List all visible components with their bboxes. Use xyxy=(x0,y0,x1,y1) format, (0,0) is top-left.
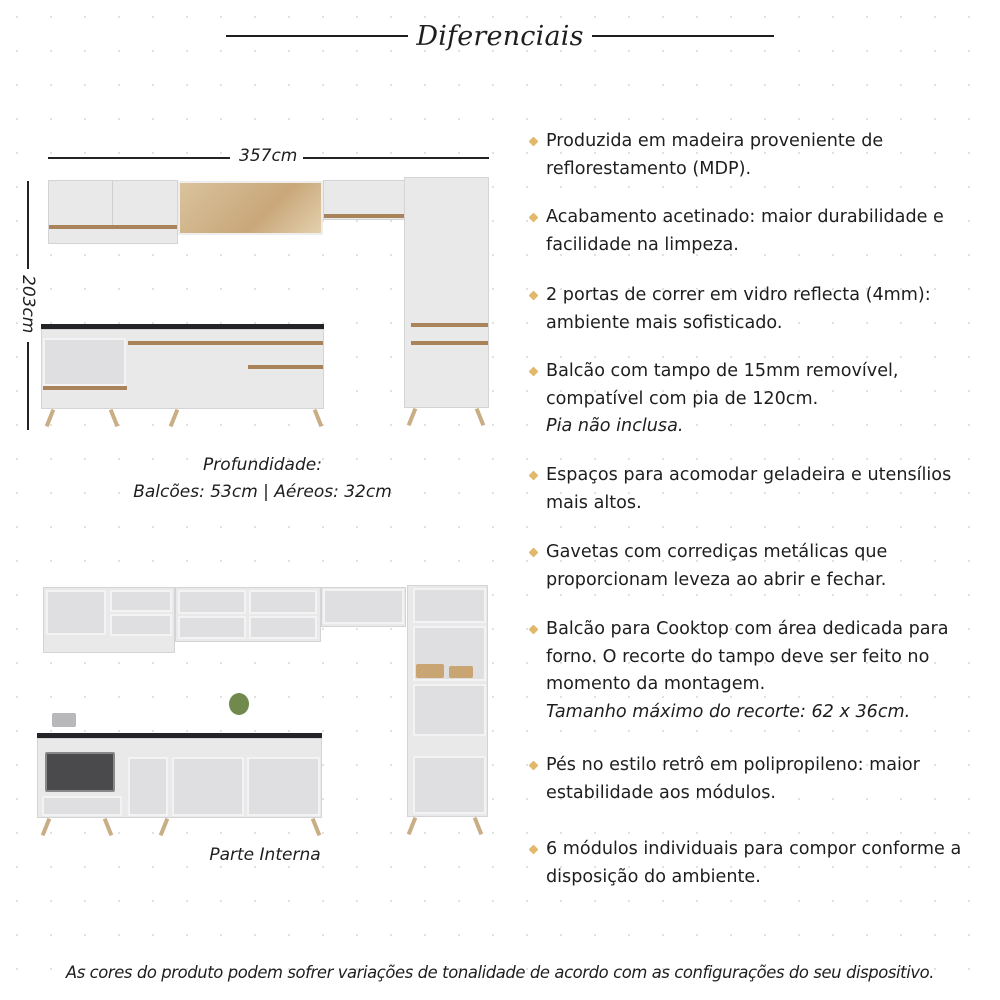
oven-niche xyxy=(43,338,126,386)
feature-item xyxy=(530,616,990,726)
feature-item xyxy=(530,752,990,807)
wood-strip xyxy=(324,214,408,218)
wood-strip xyxy=(49,225,177,229)
feature-text: Espaços para acomodar geladeira e utensílios mais altos. xyxy=(546,465,952,513)
height-dimension-label: 203cm xyxy=(18,275,38,334)
shelf xyxy=(46,590,106,635)
feature-text: Acabamento acetinado: maior durabilidade e facilidade na limpeza. xyxy=(546,207,944,255)
shelf xyxy=(249,616,317,639)
feature-note: Pia não inclusa. xyxy=(546,416,684,436)
cabinet-divider xyxy=(112,180,113,225)
shelf xyxy=(413,588,486,623)
shelf xyxy=(323,589,404,624)
shelf xyxy=(172,757,244,816)
feature-text: Gavetas com corrediças metálicas que proporcionam leveza ao abrir e fechar. xyxy=(546,542,888,590)
cabinet-leg xyxy=(103,818,113,836)
cabinet-leg xyxy=(169,409,179,427)
color-disclaimer: As cores do produto podem sofrer variações de tonalidade de acordo com as configurações do seu dispositivo. xyxy=(65,963,935,982)
shelf xyxy=(413,756,486,814)
feature-item xyxy=(530,836,990,891)
height-dimension-line-bottom xyxy=(27,342,29,430)
cabinet-leg xyxy=(407,408,417,426)
potted-plant xyxy=(229,693,249,715)
diamond-bullet-icon xyxy=(529,137,539,147)
upper-cabinet-left xyxy=(48,180,178,244)
width-dimension-line-left xyxy=(48,157,230,159)
cabinet-leg xyxy=(159,818,169,836)
cabinet-leg xyxy=(41,818,51,836)
storage-box xyxy=(416,664,444,678)
feature-item xyxy=(530,539,990,594)
height-dimension-line-top xyxy=(27,181,29,269)
cabinet-leg xyxy=(313,409,323,427)
diamond-bullet-icon xyxy=(529,548,539,558)
shelf xyxy=(178,616,246,639)
shelf xyxy=(42,796,122,816)
storage-box xyxy=(449,666,473,678)
shelf xyxy=(178,590,246,614)
feature-item xyxy=(530,358,990,441)
header-divider-left xyxy=(226,35,408,37)
shelf xyxy=(110,590,172,612)
diamond-bullet-icon xyxy=(529,213,539,223)
feature-text: Balcão para Cooktop com área dedicada para forno. O recorte do tampo deve ser feito no momento da montagem. xyxy=(546,619,949,694)
section-header xyxy=(226,16,774,56)
wood-strip xyxy=(411,341,488,345)
feature-text: 2 portas de correr em vidro reflecta (4mm): ambiente mais sofisticado. xyxy=(546,285,931,333)
feature-text: Pés no estilo retrô em polipropileno: maior estabilidade aos módulos. xyxy=(546,755,920,803)
feature-item xyxy=(530,128,990,183)
cabinet-leg xyxy=(109,409,119,427)
cabinet-leg xyxy=(475,408,485,426)
diamond-bullet-icon xyxy=(529,471,539,481)
shelf xyxy=(128,757,168,816)
shelf xyxy=(110,614,172,636)
wood-strip xyxy=(128,341,323,345)
diamond-bullet-icon xyxy=(529,291,539,301)
interior-caption: Parte Interna xyxy=(209,845,321,865)
feature-item xyxy=(530,462,990,517)
cooktop-pot xyxy=(52,713,76,727)
wood-strip xyxy=(248,365,323,369)
cabinet-leg xyxy=(407,817,417,835)
diamond-bullet-icon xyxy=(529,761,539,771)
feature-text: Balcão com tampo de 15mm removível, compatível com pia de 120cm. xyxy=(546,361,899,409)
header-divider-right xyxy=(592,35,774,37)
feature-note: Tamanho máximo do recorte: 62 x 36cm. xyxy=(546,701,911,722)
feature-item xyxy=(530,282,990,337)
width-dimension-line-right xyxy=(303,157,489,159)
cabinet-leg xyxy=(473,817,483,835)
page-title: Diferenciais xyxy=(416,20,584,52)
tall-cabinet xyxy=(404,177,489,408)
wood-strip xyxy=(411,323,488,327)
shelf xyxy=(247,757,320,816)
diamond-bullet-icon xyxy=(529,845,539,855)
cabinet-leg xyxy=(311,818,321,836)
feature-text: 6 módulos individuais para compor conforme a disposição do ambiente. xyxy=(546,839,962,887)
depth-values: Balcões: 53cm | Aéreos: 32cm xyxy=(133,482,392,502)
glass-door-cabinet xyxy=(178,181,323,235)
feature-text: Produzida em madeira proveniente de reflorestamento (MDP). xyxy=(546,131,884,179)
microwave-oven xyxy=(45,752,115,792)
cabinet-leg xyxy=(45,409,55,427)
diamond-bullet-icon xyxy=(529,367,539,377)
diamond-bullet-icon xyxy=(529,625,539,635)
depth-title: Profundidade: xyxy=(203,455,322,475)
shelf xyxy=(249,590,317,614)
wood-strip xyxy=(43,386,127,390)
width-dimension-label: 357cm xyxy=(239,146,298,166)
feature-item xyxy=(530,204,990,259)
shelf xyxy=(413,684,486,736)
